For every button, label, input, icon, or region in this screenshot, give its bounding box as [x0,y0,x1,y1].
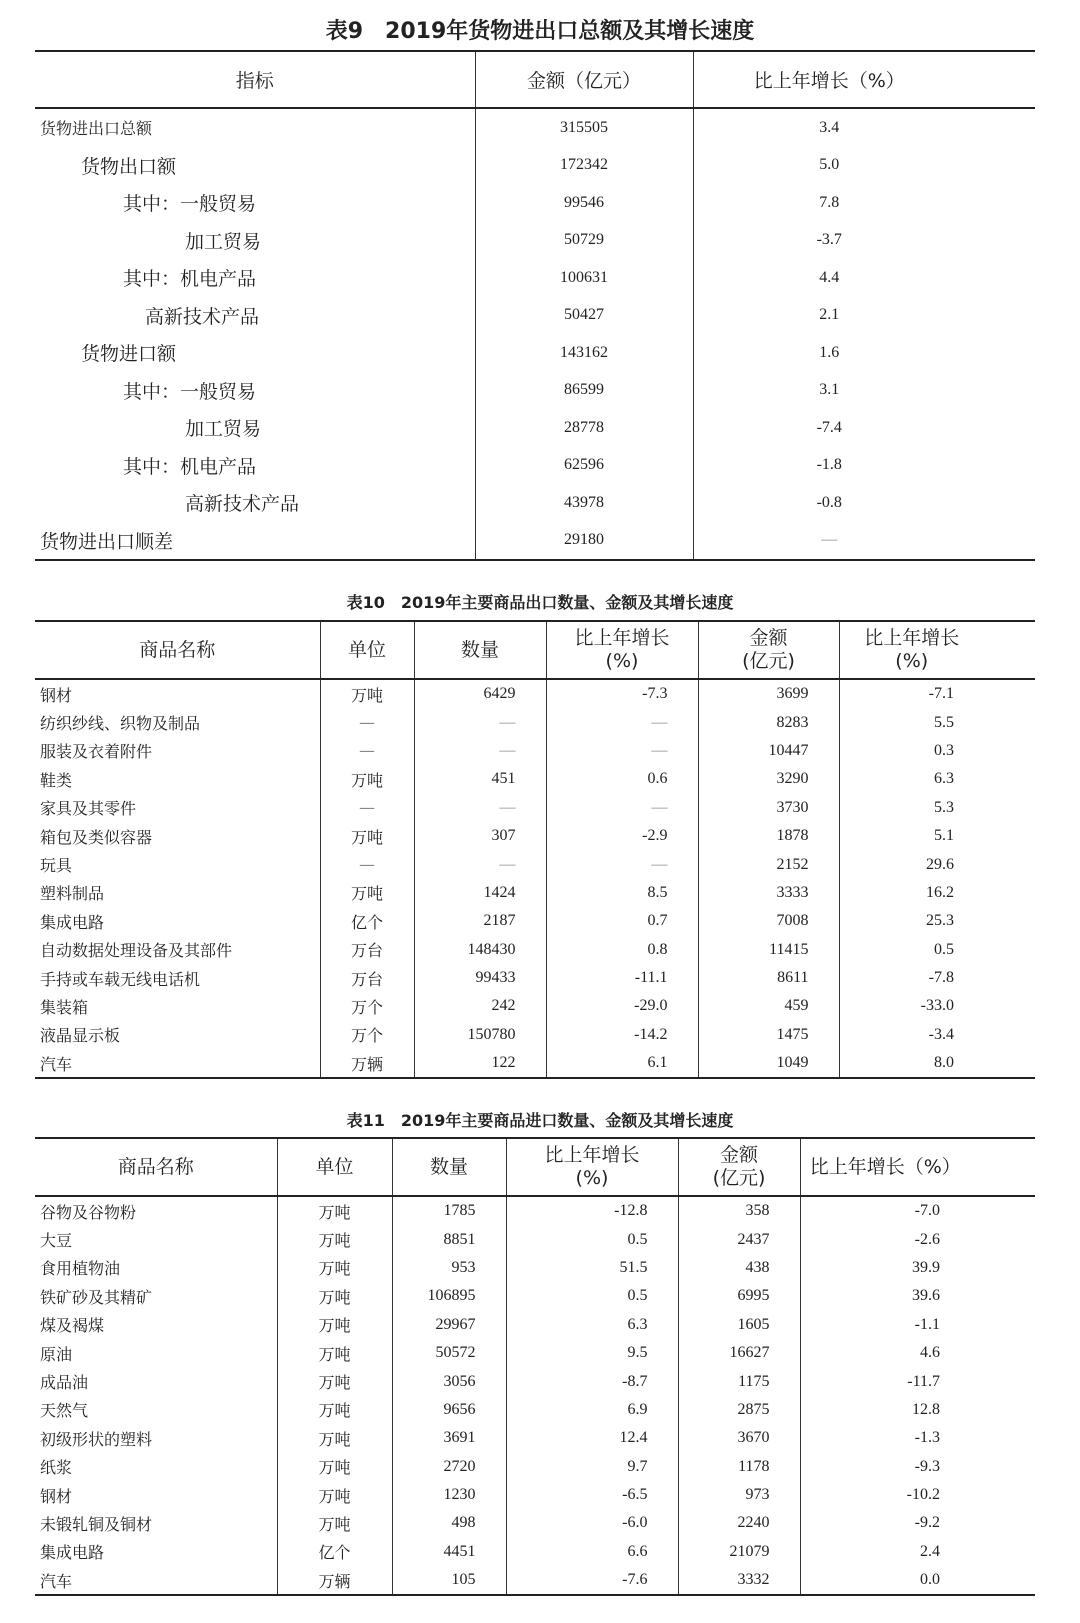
table11-header-qty: 数量 [392,1138,506,1196]
quantity-growth-cell: — [546,737,698,765]
unit-cell: 亿个 [320,907,414,935]
quantity-cell: 2187 [414,907,546,935]
product-name-cell: 初级形状的塑料 [40,1429,153,1449]
quantity-growth-cell: — [546,794,698,822]
quantity-cell: 8851 [392,1225,506,1253]
table-row [35,1566,1035,1595]
quantity-cell: 451 [414,765,546,793]
amount-growth-cell: 5.1 [839,822,984,850]
table11-header-amount-growth: 比上年增长（%） [800,1138,970,1196]
product-name-cell: 汽车 [40,1571,73,1591]
amount-cell: 1178 [678,1453,800,1481]
quantity-growth-cell: 6.1 [546,1049,698,1078]
quantity-growth-cell: 0.5 [506,1225,678,1253]
quantity-growth-cell: 6.9 [506,1396,678,1424]
unit-cell: 万吨 [277,1282,392,1310]
product-name-cell: 手持或车载无线电话机 [40,969,201,989]
unit-cell: 万吨 [277,1196,392,1225]
quantity-growth-cell: -8.7 [506,1367,678,1395]
amount-cell: 62596 [475,447,693,485]
amount-growth-cell: 39.6 [800,1282,970,1310]
table-row [35,108,1035,147]
amount-cell: 973 [678,1481,800,1509]
quantity-growth-cell: -11.1 [546,964,698,992]
product-name-cell: 汽车 [40,1054,73,1074]
table11-header-name: 商品名称 [35,1138,277,1196]
amount-cell: 1049 [698,1049,839,1078]
product-name-cell: 塑料制品 [40,884,105,904]
table-row [35,409,1035,447]
amount-growth-cell: -1.3 [800,1424,970,1452]
table-row [35,879,1035,907]
amount-growth-cell: 29.6 [839,850,984,878]
amount-growth-cell: -33.0 [839,992,984,1020]
table-row [35,964,1035,992]
unit-cell: 万吨 [277,1453,392,1481]
amount-growth-cell: -1.1 [800,1311,970,1339]
unit-cell: 万吨 [320,822,414,850]
unit-cell: 万吨 [277,1225,392,1253]
quantity-cell: 953 [392,1254,506,1282]
quantity-cell: 1785 [392,1196,506,1225]
table10-header-qty-growth: 比上年增长 (%) [546,621,698,679]
table-row [35,992,1035,1020]
amount-growth-cell: -9.3 [800,1453,970,1481]
amount-cell: 6995 [678,1282,800,1310]
table-row [35,372,1035,410]
amount-cell: 1475 [698,1021,839,1049]
unit-cell: 万辆 [277,1566,392,1595]
product-name-cell: 谷物及谷物粉 [40,1202,137,1222]
amount-growth-cell: 0.3 [839,737,984,765]
growth-cell: 1.6 [693,334,965,372]
amount-cell: 459 [698,992,839,1020]
table-row [35,297,1035,335]
amount-growth-cell: 0.5 [839,936,984,964]
amount-cell: 3730 [698,794,839,822]
quantity-cell: 498 [392,1509,506,1537]
amount-cell: 2437 [678,1225,800,1253]
quantity-growth-cell: 0.8 [546,936,698,964]
amount-growth-cell: 8.0 [839,1049,984,1078]
quantity-growth-cell: -7.6 [506,1566,678,1595]
quantity-growth-cell: — [546,708,698,736]
table-row [35,794,1035,822]
table10-header-name: 商品名称 [35,621,320,679]
quantity-growth-cell: 9.5 [506,1339,678,1367]
product-name-cell: 钢材 [40,1486,73,1506]
quantity-growth-cell: 6.6 [506,1538,678,1566]
amount-growth-cell: -7.1 [839,679,984,708]
amount-cell: 358 [678,1196,800,1225]
amount-cell: 1605 [678,1311,800,1339]
table-row [35,522,1035,561]
table10-title: 表10 2019年主要商品出口数量、金额及其增长速度 [346,593,734,612]
unit-cell: 万吨 [277,1509,392,1537]
amount-cell: 3332 [678,1566,800,1595]
amount-growth-cell: -10.2 [800,1481,970,1509]
amount-cell: 50427 [475,297,693,335]
table10 [35,620,1035,1079]
table9-body [35,108,1035,560]
table9-header-indicator: 指标 [35,51,475,108]
quantity-cell: — [414,850,546,878]
quantity-cell: 307 [414,822,546,850]
table-row [35,907,1035,935]
unit-cell: — [320,708,414,736]
amount-growth-cell: 25.3 [839,907,984,935]
amount-cell: 143162 [475,334,693,372]
indicator-cell: 其中：机电产品 [123,455,257,478]
unit-cell: 亿个 [277,1538,392,1566]
table-row [35,822,1035,850]
table-row [35,1339,1035,1367]
table10-header-qty: 数量 [414,621,546,679]
table-row [35,679,1035,708]
table9-header-growth: 比上年增长（%） [693,51,965,108]
amount-cell: 172342 [475,147,693,185]
product-name-cell: 原油 [40,1344,73,1364]
product-name-cell: 纸浆 [40,1458,73,1478]
product-name-cell: 铁矿砂及其精矿 [40,1287,153,1307]
unit-cell: 万台 [320,936,414,964]
indicator-cell: 货物出口额 [81,155,177,178]
table-row [35,1021,1035,1049]
unit-cell: 万辆 [320,1049,414,1078]
amount-growth-cell: 39.9 [800,1254,970,1282]
indicator-cell: 货物进出口总额 [40,119,153,139]
quantity-cell: 3056 [392,1367,506,1395]
unit-cell: — [320,794,414,822]
amount-cell: 43978 [475,484,693,522]
quantity-growth-cell: 12.4 [506,1424,678,1452]
indicator-cell: 加工贸易 [185,230,262,253]
quantity-growth-cell: -2.9 [546,822,698,850]
amount-growth-cell: -7.0 [800,1196,970,1225]
product-name-cell: 家具及其零件 [40,799,137,819]
table10-body [35,679,1035,1078]
amount-cell: 100631 [475,259,693,297]
indicator-cell: 加工贸易 [185,418,262,441]
quantity-cell: 50572 [392,1339,506,1367]
table-row [35,147,1035,185]
amount-cell: 86599 [475,372,693,410]
table-row [35,1367,1035,1395]
growth-cell: — [693,522,965,561]
table9-title: 表9 2019年货物进出口总额及其增长速度 [325,19,755,44]
table-row [35,334,1035,372]
table10-header-amount-growth: 比上年增长 (%) [839,621,984,679]
amount-growth-cell: 4.6 [800,1339,970,1367]
amount-cell: 8611 [698,964,839,992]
quantity-cell: 150780 [414,1021,546,1049]
quantity-growth-cell: -7.3 [546,679,698,708]
indicator-cell: 其中：一般贸易 [123,380,257,403]
product-name-cell: 钢材 [40,685,73,705]
quantity-growth-cell: 6.3 [506,1311,678,1339]
table-row [35,1538,1035,1566]
table-row [35,1311,1035,1339]
amount-cell: 3290 [698,765,839,793]
unit-cell: 万吨 [277,1339,392,1367]
quantity-growth-cell: — [546,850,698,878]
product-name-cell: 天然气 [40,1401,89,1421]
amount-cell: 2152 [698,850,839,878]
quantity-cell: — [414,708,546,736]
quantity-growth-cell: -29.0 [546,992,698,1020]
table-row [35,737,1035,765]
quantity-growth-cell: -14.2 [546,1021,698,1049]
unit-cell: 万吨 [277,1254,392,1282]
amount-growth-cell: -2.6 [800,1225,970,1253]
table-row [35,222,1035,260]
quantity-cell: 105 [392,1566,506,1595]
amount-growth-cell: 12.8 [800,1396,970,1424]
amount-growth-cell: 0.0 [800,1566,970,1595]
table-row [35,184,1035,222]
growth-cell: 5.0 [693,147,965,185]
quantity-growth-cell: 0.7 [546,907,698,935]
table-row [35,708,1035,736]
amount-cell: 29180 [475,522,693,561]
product-name-cell: 鞋类 [40,770,73,790]
amount-cell: 99546 [475,184,693,222]
amount-cell: 16627 [678,1339,800,1367]
table-row [35,936,1035,964]
quantity-cell: — [414,737,546,765]
quantity-cell: 9656 [392,1396,506,1424]
table-row [35,850,1035,878]
table-row [35,484,1035,522]
amount-cell: 3699 [698,679,839,708]
amount-growth-cell: -3.4 [839,1021,984,1049]
product-name-cell: 大豆 [40,1231,73,1251]
amount-growth-cell: -9.2 [800,1509,970,1537]
product-name-cell: 箱包及类似容器 [40,827,153,847]
product-name-cell: 玩具 [40,856,73,876]
product-name-cell: 集装箱 [40,997,89,1017]
amount-growth-cell: 2.4 [800,1538,970,1566]
unit-cell: 万吨 [320,879,414,907]
growth-cell: -0.8 [693,484,965,522]
unit-cell: — [320,737,414,765]
quantity-growth-cell: 9.7 [506,1453,678,1481]
amount-growth-cell: 5.3 [839,794,984,822]
growth-cell: 2.1 [693,297,965,335]
quantity-cell: 6429 [414,679,546,708]
unit-cell: 万个 [320,992,414,1020]
table-row [35,1049,1035,1078]
growth-cell: -7.4 [693,409,965,447]
product-name-cell: 成品油 [40,1373,89,1393]
growth-cell: 3.4 [693,108,965,147]
indicator-cell: 高新技术产品 [185,493,300,516]
growth-cell: 3.1 [693,372,965,410]
table10-header-unit: 单位 [320,621,414,679]
growth-cell: 4.4 [693,259,965,297]
unit-cell: 万台 [320,964,414,992]
table-row [35,259,1035,297]
product-name-cell: 服装及衣着附件 [40,742,153,762]
unit-cell: 万吨 [277,1311,392,1339]
amount-cell: 21079 [678,1538,800,1566]
product-name-cell: 液晶显示板 [40,1026,121,1046]
quantity-growth-cell: -12.8 [506,1196,678,1225]
table-row [35,1396,1035,1424]
amount-cell: 7008 [698,907,839,935]
table-row [35,1424,1035,1452]
amount-cell: 8283 [698,708,839,736]
unit-cell: 万吨 [277,1424,392,1452]
table-row [35,1509,1035,1537]
table9-header-amount: 金额（亿元） [475,51,693,108]
indicator-cell: 其中：一般贸易 [123,193,257,216]
product-name-cell: 集成电路 [40,912,105,932]
amount-growth-cell: -11.7 [800,1367,970,1395]
product-name-cell: 未锻轧铜及铜材 [40,1514,153,1534]
amount-cell: 315505 [475,108,693,147]
quantity-growth-cell: 8.5 [546,879,698,907]
amount-cell: 10447 [698,737,839,765]
product-name-cell: 自动数据处理设备及其部件 [40,941,233,961]
quantity-cell: 99433 [414,964,546,992]
amount-growth-cell: -7.8 [839,964,984,992]
product-name-cell: 集成电路 [40,1543,105,1563]
amount-cell: 28778 [475,409,693,447]
product-name-cell: 煤及褐煤 [40,1316,105,1336]
amount-cell: 11415 [698,936,839,964]
quantity-cell: 242 [414,992,546,1020]
quantity-cell: 1230 [392,1481,506,1509]
table11-header-unit: 单位 [277,1138,392,1196]
indicator-cell: 货物进出口顺差 [40,530,174,553]
table-row [35,1225,1035,1253]
table11-header-amount: 金额 (亿元) [678,1138,800,1196]
table11-body [35,1196,1035,1595]
quantity-cell: 122 [414,1049,546,1078]
quantity-growth-cell: -6.5 [506,1481,678,1509]
unit-cell: 万吨 [320,765,414,793]
table10-header-amount: 金额 (亿元) [698,621,839,679]
growth-cell: -1.8 [693,447,965,485]
amount-cell: 50729 [475,222,693,260]
table-row [35,1481,1035,1509]
quantity-cell: 148430 [414,936,546,964]
indicator-cell: 其中：机电产品 [123,268,257,291]
amount-cell: 3670 [678,1424,800,1452]
quantity-cell: 106895 [392,1282,506,1310]
amount-cell: 1175 [678,1367,800,1395]
table11-header-qty-growth: 比上年增长 (%) [506,1138,678,1196]
unit-cell: 万吨 [277,1367,392,1395]
table-row [35,1282,1035,1310]
amount-cell: 2875 [678,1396,800,1424]
quantity-cell: 1424 [414,879,546,907]
amount-growth-cell: 16.2 [839,879,984,907]
quantity-growth-cell: -6.0 [506,1509,678,1537]
table-row [35,1254,1035,1282]
amount-cell: 438 [678,1254,800,1282]
amount-cell: 2240 [678,1509,800,1537]
growth-cell: 7.8 [693,184,965,222]
quantity-cell: — [414,794,546,822]
quantity-cell: 3691 [392,1424,506,1452]
table-row [35,1196,1035,1225]
indicator-cell: 高新技术产品 [145,305,260,328]
table-row [35,447,1035,485]
table-row [35,1453,1035,1481]
amount-growth-cell: 5.5 [839,708,984,736]
unit-cell: 万吨 [320,679,414,708]
quantity-cell: 4451 [392,1538,506,1566]
table11-title: 表11 2019年主要商品进口数量、金额及其增长速度 [346,1111,734,1130]
product-name-cell: 纺织纱线、织物及制品 [40,714,201,734]
amount-growth-cell: 6.3 [839,765,984,793]
unit-cell: 万吨 [277,1396,392,1424]
table11 [35,1137,1035,1596]
table-row [35,765,1035,793]
quantity-growth-cell: 0.5 [506,1282,678,1310]
table9 [35,50,1035,561]
quantity-cell: 29967 [392,1311,506,1339]
unit-cell: — [320,850,414,878]
growth-cell: -3.7 [693,222,965,260]
amount-cell: 3333 [698,879,839,907]
quantity-cell: 2720 [392,1453,506,1481]
indicator-cell: 货物进口额 [81,343,177,366]
product-name-cell: 食用植物油 [40,1259,121,1279]
unit-cell: 万个 [320,1021,414,1049]
quantity-growth-cell: 51.5 [506,1254,678,1282]
quantity-growth-cell: 0.6 [546,765,698,793]
amount-cell: 1878 [698,822,839,850]
unit-cell: 万吨 [277,1481,392,1509]
